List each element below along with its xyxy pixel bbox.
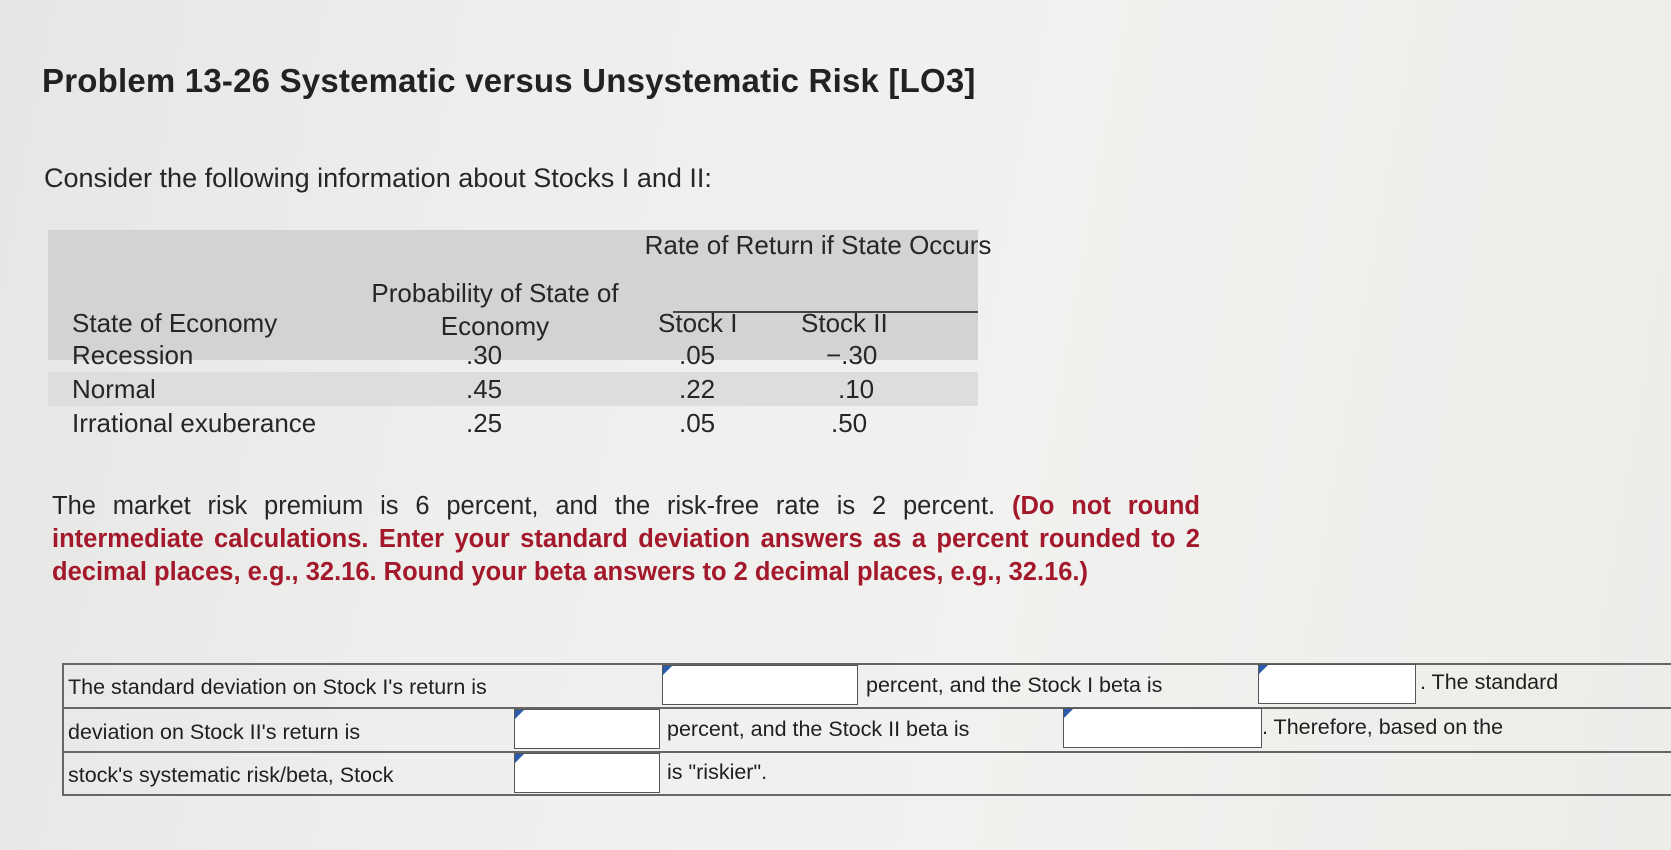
table-row: [48, 372, 978, 406]
grid-line: [62, 663, 64, 795]
row-probability: .45: [466, 374, 503, 404]
beta-stock1-input[interactable]: [1258, 664, 1416, 704]
row-stock2: .50: [831, 408, 868, 438]
answer-grid: [62, 663, 1671, 800]
row-state: Irrational exuberance: [72, 408, 317, 438]
grid-line: [62, 751, 1671, 753]
instructions-text: The market risk premium is 6 percent, and the risk-free rate is 2 percent.: [52, 492, 1012, 520]
problem-intro: Consider the following information about Stocks I and II:: [44, 163, 712, 193]
answer-text-row1c: . The standard: [1420, 670, 1559, 694]
header-stock2: Stock II: [801, 308, 888, 338]
header-state: State of Economy: [72, 308, 278, 338]
header-rate-of-return: Rate of Return if State Occurs: [644, 230, 992, 260]
row-probability: .25: [466, 408, 503, 438]
row-stock2: .10: [838, 374, 875, 404]
sd-stock1-input[interactable]: [662, 665, 858, 705]
table-row: [48, 406, 978, 440]
instructions-paragraph: [52, 490, 1200, 589]
grid-line: [62, 663, 1671, 665]
beta-stock2-input[interactable]: [1063, 708, 1262, 748]
row-stock1: .05: [679, 340, 716, 370]
grid-line: [62, 794, 1671, 796]
row-stock1: .05: [679, 408, 716, 438]
row-probability: .30: [466, 340, 503, 370]
answer-text-row3a: stock's systematic risk/beta, Stock: [68, 763, 394, 787]
grid-line: [62, 707, 1671, 709]
row-state: Normal: [72, 374, 156, 404]
row-stock2: −.30: [826, 340, 878, 370]
header-probability: Probability of State of Economy: [371, 278, 619, 341]
answer-text-row2b: percent, and the Stock II beta is: [667, 717, 970, 741]
answer-text-row1b: percent, and the Stock I beta is: [866, 673, 1163, 697]
riskier-stock-input[interactable]: [514, 753, 660, 793]
answer-text-row2a: deviation on Stock II's return is: [68, 720, 361, 744]
row-stock1: .22: [679, 374, 716, 404]
problem-title: Problem 13-26 Systematic versus Unsystematic Risk [LO3]: [42, 62, 976, 99]
sd-stock2-input[interactable]: [514, 709, 660, 749]
row-state: Recession: [72, 340, 194, 370]
header-stock1: Stock I: [658, 308, 738, 338]
table-row: [48, 338, 978, 372]
answer-text-row2c: . Therefore, based on the: [1262, 715, 1504, 739]
answer-text-row3b: is "riskier".: [667, 760, 768, 784]
instructions-emphasis: (Do not round intermediate calculations. Enter your standard deviation answers as a percent rounded to 2 decimal places, e.g., 32.16. Round your beta answers to 2 decimal places, e.g., 32.16.): [52, 492, 1200, 586]
answer-text-row1a: The standard deviation on Stock I's return is: [68, 675, 487, 699]
